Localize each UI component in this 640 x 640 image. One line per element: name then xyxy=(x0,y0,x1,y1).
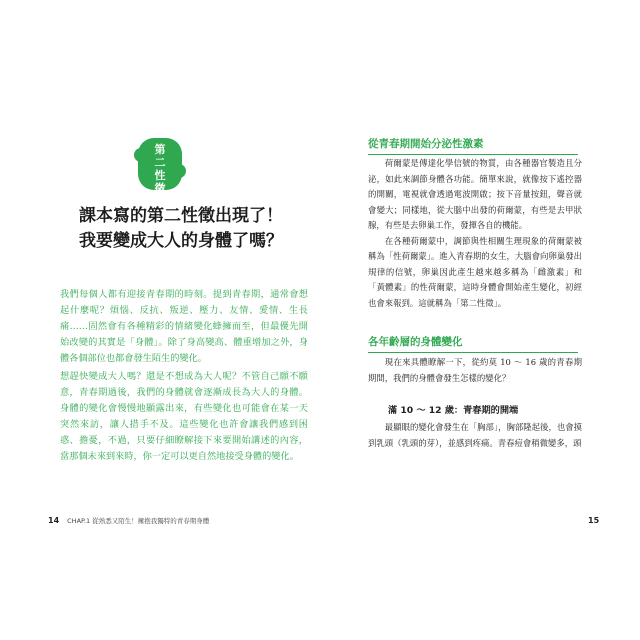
title-line: 課本寫的第二性徵出現了！ xyxy=(79,206,283,226)
running-head: CHAP.1 從熟悉又陌生！擁抱我獨特的青春期身體 xyxy=(67,517,210,525)
section-heading: 各年齡層的身體變化 xyxy=(368,334,578,353)
badge-char: 二 xyxy=(154,156,166,169)
badge-char: 徵 xyxy=(154,182,166,195)
title-line: 我要變成大人的身體了嗎？ xyxy=(79,231,283,251)
intro-paragraph: 我們每個人都有迎接青春期的時刻。提到青春期，通常會想起什麼呢？煩惱、反抗、叛逆、壓力、友情、愛情、生長痛……固然會有各種精彩的情緒變化蜂擁而至，但最優先開始改變的其實是「身體」。除了身高變高、體重增加之外，身體各個部位也都會發生陌生的變化。 xyxy=(60,289,308,364)
right-page xyxy=(320,96,602,536)
section-body xyxy=(368,156,582,311)
chapter-badge xyxy=(138,138,182,195)
body-paragraph: 在各種荷爾蒙中，調節與性相關生理現象的荷爾蒙被稱為「性荷爾蒙」。進入青春期的女生，大腦會向卵巢發出規律的信號，卵巢因此產生越來越多稱為「雌激素」和「黃體素」的性荷爾蒙，這時身體會開始產生變化，初經也會來報到。這就稱為「第二性徵」。 xyxy=(368,235,582,308)
body-paragraph: 現在來具體瞭解一下，從約莫 10 ～ 16 歲的青春期期間，我們的身體會發生怎樣的變化？ xyxy=(368,357,582,383)
badge-text xyxy=(138,143,182,195)
left-footer xyxy=(48,516,209,525)
intro-text xyxy=(60,287,308,467)
subheading: 滿 10 ～ 12 歲：青春期的開端 xyxy=(388,405,519,416)
intro-paragraph: 想趕快變成大人嗎？還是不想成為大人呢？不管自己願不願意，青春期過後，我們的身體就會逐漸成長為大人的身體。身體的變化會慢慢地顯露出來，有些變化也可能會在某一天突然來訪，讓人措手不及。這些變化也許會讓我們感到困惑、擔憂，不過，只要仔細瞭解接下來要開始講述的內容，當那個未來到來時，你一定可以更自然地接受身體的變化。 xyxy=(60,371,308,462)
section-body xyxy=(368,420,582,451)
section-body xyxy=(368,355,582,386)
section-heading: 從青春期開始分泌性激素 xyxy=(368,136,578,155)
page-number: 15 xyxy=(588,516,600,525)
left-page xyxy=(38,96,320,536)
body-paragraph: 最顯眼的變化會發生在「胸部」，胸部隆起後，也會摸到乳頭（乳頭的芽），並感到疼痛。青春痘會稍微變多，頭 xyxy=(368,422,582,448)
badge-char: 第 xyxy=(154,143,166,156)
page-number: 14 xyxy=(48,516,60,525)
body-paragraph: 荷爾蒙是傳達化學信號的物質，由各種器官製造且分泌，如此來調節身體各功能。簡單來說，就像按下遙控器的開關，電視就會透過電波開啟；按下音量按鈕，聲音就會變大；同樣地，從大腦中出發的荷爾蒙，有些是去甲狀腺，有些是去卵巢工作，發揮各自的機能。 xyxy=(368,158,582,230)
lesson-title xyxy=(56,204,306,254)
badge-char: 性 xyxy=(154,169,166,182)
